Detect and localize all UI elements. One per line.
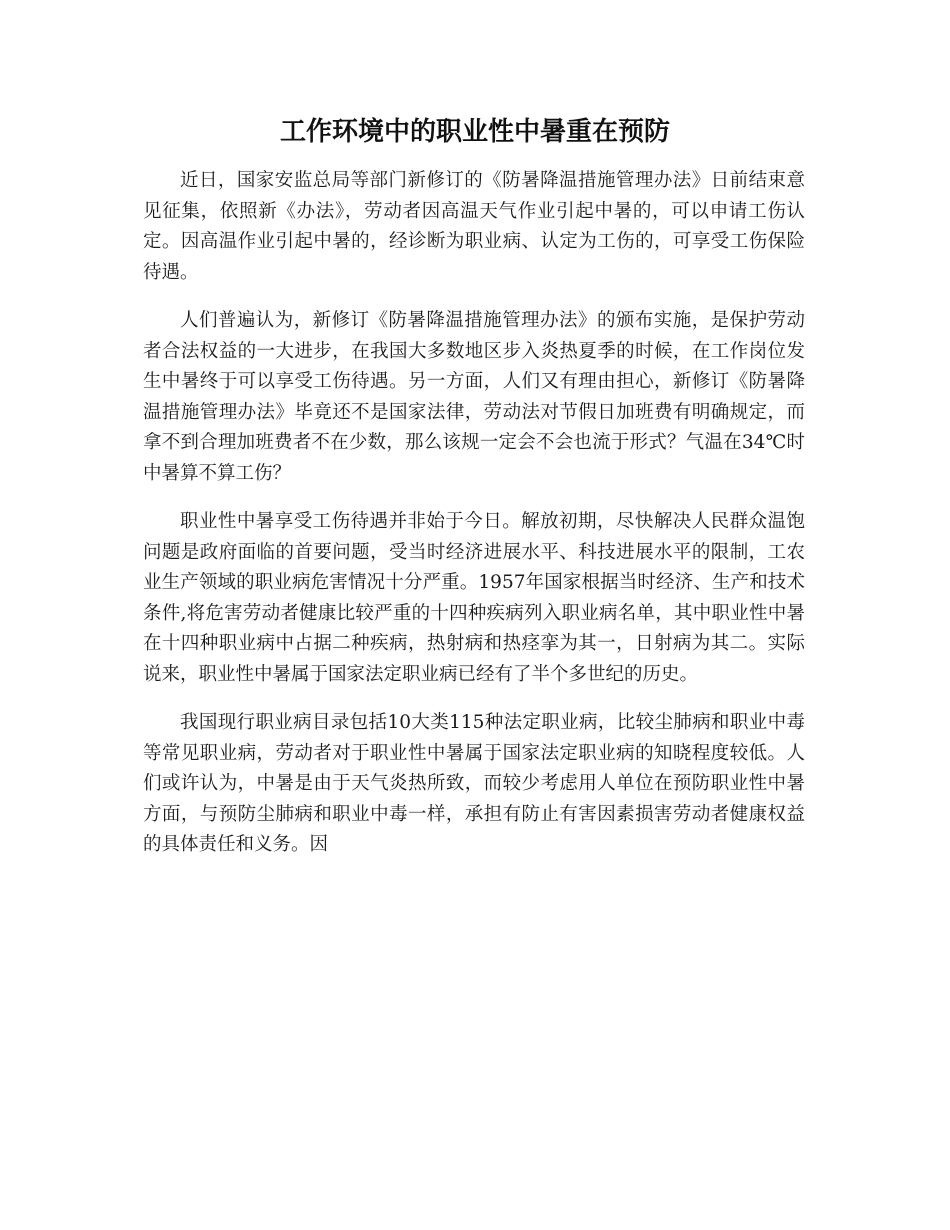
document-body <box>143 166 805 879</box>
paragraph-2: 人们普遍认为，新修订《防暑降温措施管理办法》的颁布实施，是保护劳动者合法权益的一大进步，在我国大多数地区步入炎热夏季的时候，在工作岗位发生中暑终于可以享受工伤待遇。另一方面，人们又有理由担心，新修订《防暑降温措施管理办法》毕竟还不是国家法律，劳动法对节假日加班费有明确规定，而拿不到合理加班费者不在少数，那么该规一定会不会也流于形式？气温在34℃时中暑算不算工伤？ <box>143 310 805 484</box>
paragraph-4: 我国现行职业病目录包括10大类115种法定职业病，比较尘肺病和职业中毒等常见职业病，劳动者对于职业性中暑属于国家法定职业病的知晓程度较低。人们或许认为，中暑是由于天气炎热所致，而较少考虑用人单位在预防职业性中暑方面，与预防尘肺病和职业中毒一样，承担有防止有害因素损害劳动者健康权益的具体责任和义务。因 <box>143 712 805 855</box>
paragraph-1: 近日，国家安监总局等部门新修订的《防暑降温措施管理办法》日前结束意见征集，依照新《办法》，劳动者因高温天气作业引起中暑的，可以申请工伤认定。因高温作业引起中暑的，经诊断为职业病、认定为工伤的，可享受工伤保险待遇。 <box>143 170 805 283</box>
paragraph-3: 职业性中暑享受工伤待遇并非始于今日。解放初期，尽快解决人民群众温饱问题是政府面临的首要问题，受当时经济进展水平、科技进展水平的限制，工农业生产领域的职业病危害情况十分严重。1957年国家根据当时经济、生产和技术条件,将危害劳动者健康比较严重的十四种疾病列入职业病名单，其中职业性中暑在十四种职业病中占据二种疾病，热射病和热痉挛为其一，日射病为其二。实际说来，职业性中暑属于国家法定职业病已经有了半个多世纪的历史。 <box>143 511 805 685</box>
document-title: 工作环境中的职业性中暑重在预防 <box>279 117 670 147</box>
